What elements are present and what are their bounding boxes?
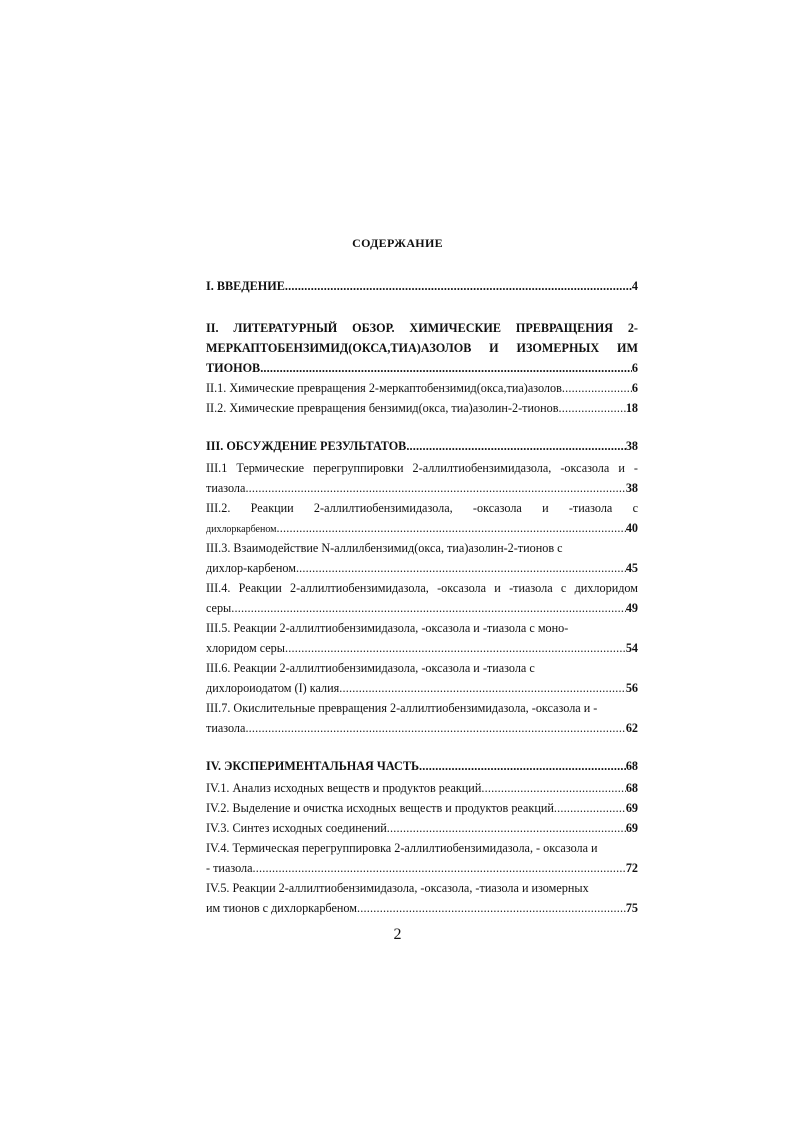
toc-page-number: 6 [631, 361, 638, 375]
toc-title: СОДЕРЖАНИЕ [352, 236, 443, 250]
toc-entry-text: II.2. Химические превращения бензимид(окса, тиа)азолин-2-тионов [206, 401, 559, 415]
toc-page-number: 69 [625, 821, 638, 835]
toc-entry-text: серы [206, 601, 232, 615]
toc-entry-exp-s1 [206, 778, 638, 798]
toc-entry-text: хлоридом серы [206, 641, 285, 655]
toc-entry-experimental [206, 756, 638, 776]
toc-leader [296, 558, 626, 578]
toc-page-number: 56 [625, 681, 638, 695]
toc-entry-lit-sub2 [206, 398, 638, 418]
toc-page-number: 68 [625, 781, 638, 795]
toc-entry-exp-s4-line2 [206, 858, 638, 878]
toc-entry-results-s6-line2 [206, 678, 638, 698]
toc-entry-exp-s3 [206, 818, 638, 838]
toc-leader [245, 478, 625, 498]
toc-page-number: 38 [625, 481, 638, 495]
toc-entry-results-s7-line2 [206, 718, 638, 738]
toc-entry-text: IV.1. Анализ исходных веществ и продуктов реакций [206, 781, 482, 795]
toc-page-number: 6 [631, 381, 638, 395]
toc-page-number: 49 [625, 601, 638, 615]
toc-entry-text: ТИОНОВ [206, 361, 261, 375]
toc-entry-results-s2-line2 [206, 518, 638, 538]
toc-entry-text: дихлор-карбеном [206, 561, 296, 575]
toc-entry-text: тиазола [206, 481, 246, 495]
toc-page-number: 45 [625, 561, 638, 575]
toc-entry-text: IV. ЭКСПЕРИМЕНТАЛЬНАЯ ЧАСТЬ [206, 759, 420, 773]
toc-entry-exp-s5-line2 [206, 898, 638, 918]
toc-entry-lit-line3 [206, 358, 638, 378]
toc-page-number: 62 [625, 721, 638, 735]
toc-entry-results-s3-line1: III.3. Взаимодействие N-аллилбензимид(окса, тиа)азолин-2-тионов с [206, 541, 563, 555]
toc-entry-text: I. ВВЕДЕНИЕ [206, 279, 285, 293]
toc-entry-results-s1-line1: III.1 Термические перегруппировки 2-аллилтиобензимидазола, -оксазола и - [206, 461, 638, 475]
toc-entry-intro [206, 276, 638, 296]
toc-entry-exp-s2 [206, 798, 638, 818]
toc-entry-results-s5-line1: III.5. Реакции 2-аллилтиобензимидазола, -оксазола и -тиазола с моно- [206, 621, 569, 635]
toc-leader [245, 718, 625, 738]
toc-leader [253, 858, 626, 878]
toc-entry-text: дихлоркарбеном [206, 524, 277, 535]
toc-page-number: 69 [625, 801, 638, 815]
toc-entry-text: - тиазола [206, 861, 253, 875]
toc-page-number: 54 [625, 641, 638, 655]
toc-entry-results-s2-line1: III.2. Реакции 2-аллилтиобензимидазола, -оксазола и -тиазола с [206, 501, 638, 515]
toc-entry-text: III. ОБСУЖДЕНИЕ РЕЗУЛЬТАТОВ [206, 439, 407, 453]
toc-leader [276, 518, 625, 538]
toc-page-number: 18 [625, 401, 638, 415]
toc-leader [554, 798, 626, 818]
toc-entry-text: дихлороиодатом (I) калия [206, 681, 340, 695]
toc-entry-lit-line2: МЕРКАПТОБЕНЗИМИД(ОКСА,ТИА)АЗОЛОВ И ИЗОМЕРНЫХ ИМ [206, 341, 638, 355]
toc-leader [231, 598, 626, 618]
toc-entry-lit-line1: II. ЛИТЕРАТУРНЫЙ ОБЗОР. ХИМИЧЕСКИЕ ПРЕВРАЩЕНИЯ 2- [206, 321, 638, 335]
toc-entry-exp-s5-line1: IV.5. Реакции 2-аллилтиобензимидазола, -оксазола, -тиазола и изомерных [206, 881, 589, 895]
toc-page-number: 72 [625, 861, 638, 875]
toc-page-number: 75 [625, 901, 638, 915]
toc-entry-results [206, 436, 638, 456]
toc-entry-text: IV.3. Синтез исходных соединений [206, 821, 387, 835]
toc-entry-results-s1-line2 [206, 478, 638, 498]
toc-page-number: 4 [631, 279, 638, 293]
toc-entry-results-s6-line1: III.6. Реакции 2-аллилтиобензимидазола, -оксазола и -тиазола с [206, 661, 535, 675]
toc-entry-results-s7-line1: III.7. Окислительные превращения 2-аллилтиобензимидазола, -оксазола и - [206, 701, 598, 715]
toc-entry-results-s5-line2 [206, 638, 638, 658]
toc-leader [558, 398, 625, 418]
toc-page-number: 38 [625, 439, 638, 453]
toc-page-number: 40 [625, 521, 638, 535]
toc-leader [481, 778, 625, 798]
toc-entry-text: IV.2. Выделение и очистка исходных веществ и продуктов реакций [206, 801, 554, 815]
toc-entry-results-s4-line1: III.4. Реакции 2-аллилтиобензимидазола, -оксазола и -тиазола с дихлоридом [206, 581, 638, 595]
toc-entry-exp-s4-line1: IV.4. Термическая перегруппировка 2-аллилтиобензимидазола, - оксазола и [206, 841, 598, 855]
toc-leader [339, 678, 626, 698]
page-number: 2 [393, 926, 402, 943]
toc-leader [419, 756, 626, 776]
toc-leader [285, 276, 632, 296]
toc-entry-lit-sub1 [206, 378, 638, 398]
toc-entry-text: им тионов с дихлоркарбеном [206, 901, 357, 915]
toc-entry-text: тиазола [206, 721, 246, 735]
toc-leader [357, 898, 626, 918]
toc-entry-text: II.1. Химические превращения 2-меркаптобензимид(окса,тиа)азолов [206, 381, 562, 395]
toc-leader [406, 436, 626, 456]
toc-leader [260, 358, 632, 378]
toc-page-number: 68 [625, 759, 638, 773]
toc-entry-results-s4-line2 [206, 598, 638, 618]
toc-leader [387, 818, 626, 838]
toc-entry-results-s3-line2 [206, 558, 638, 578]
toc-leader [285, 638, 626, 658]
toc-leader [562, 378, 632, 398]
